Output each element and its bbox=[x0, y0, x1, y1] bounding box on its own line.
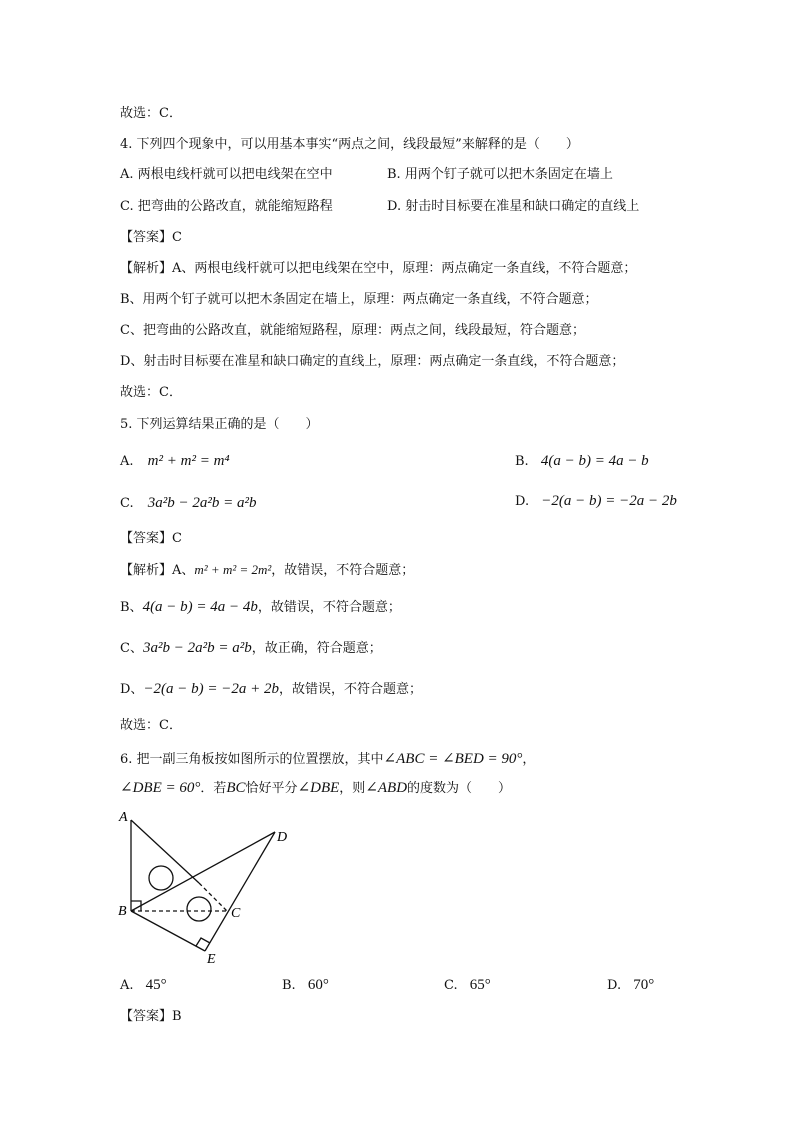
q6-answer: 【答案】B bbox=[120, 1009, 182, 1024]
q4-answer: 【答案】C bbox=[120, 230, 182, 245]
q5-explain-4-suffix: ，故错误，不符合题意； bbox=[279, 682, 423, 697]
text-line: 故选：C． bbox=[120, 106, 182, 121]
label-e: E bbox=[207, 952, 216, 965]
label-b: B bbox=[118, 904, 127, 919]
q6-line-2-math-1: ∠DBE = 60° bbox=[120, 780, 201, 796]
q6-option-a-value: 45° bbox=[145, 977, 167, 993]
label-a: A bbox=[119, 810, 128, 825]
q5-option-b-label: B. bbox=[515, 454, 529, 469]
segment-bd bbox=[131, 832, 275, 911]
q4-option-d: D. 射击时目标要在准星和缺口确定的直线上 bbox=[387, 199, 640, 214]
q6-line-1-math: ∠ABC = ∠BED = 90° bbox=[383, 751, 523, 767]
q6-option-a bbox=[120, 976, 167, 995]
q5-explain-1-prefix: 【解析】A、 bbox=[120, 563, 195, 578]
q6-line-2-math-4: ∠ABD bbox=[365, 780, 408, 796]
q4-option-b: B. 用两个钉子就可以把木条固定在墙上 bbox=[387, 167, 613, 182]
q5-option-b-math: 4(a − b) = 4a − b bbox=[540, 453, 649, 469]
circle-hole-2 bbox=[187, 897, 211, 921]
q6-line-2-math-3: ∠DBE bbox=[297, 780, 340, 796]
q4-explain-4: D、射击时目标要在准星和缺口确定的直线上，原理：两点确定一条直线，不符合题意； bbox=[120, 354, 625, 369]
q6-line-2-text-2: 恰好平分 bbox=[245, 781, 298, 796]
q5-explain-3-prefix: C、 bbox=[120, 641, 143, 656]
q4-explain-2: B、用两个钉子就可以把木条固定在墙上，原理：两点确定一条直线，不符合题意； bbox=[120, 292, 598, 307]
q5-option-c bbox=[120, 494, 257, 513]
q5-option-a-math: m² + m² = m⁴ bbox=[147, 453, 230, 469]
q5-option-a-label: A. bbox=[120, 454, 134, 469]
q6-line-2-suffix: 的度数为（ ） bbox=[407, 781, 512, 796]
q5-explain-3-math: 3a²b − 2a²b = a²b bbox=[142, 640, 252, 656]
q5-option-d-label: D. bbox=[515, 494, 530, 509]
q4-explain-1: 【解析】A、两根电线杆就可以把电线架在空中，原理：两点确定一条直线，不符合题意； bbox=[120, 261, 637, 276]
q4-option-c: C. 把弯曲的公路改直，就能缩短路程 bbox=[120, 199, 333, 214]
q5-explain-1 bbox=[120, 561, 414, 580]
q5-option-d-math: −2(a − b) = −2a − 2b bbox=[541, 493, 677, 509]
q5-option-c-label: C. bbox=[120, 496, 134, 511]
q5-select: 故选：C． bbox=[120, 718, 182, 733]
q6-option-c bbox=[444, 976, 491, 995]
q5-explain-1-math: m² + m² = 2m² bbox=[194, 562, 272, 577]
q5-explain-4-prefix: D、 bbox=[120, 682, 144, 697]
q6-option-b bbox=[282, 976, 329, 995]
q5-explain-2-math: 4(a − b) = 4a − 4b bbox=[142, 599, 258, 615]
q5-explain-3-suffix: ，故正确，符合题意； bbox=[251, 641, 382, 656]
q5-explain-1-suffix: ，故错误，不符合题意； bbox=[271, 563, 415, 578]
q6-option-b-label: B. bbox=[282, 978, 296, 993]
q5-option-a bbox=[120, 452, 230, 471]
q5-explain-3 bbox=[120, 639, 382, 658]
q6-line-1-prefix: 6. 把一副三角板按如图所示的位置摆放，其中 bbox=[120, 752, 384, 767]
q6-option-b-value: 60° bbox=[307, 977, 329, 993]
q6-option-c-label: C. bbox=[444, 978, 458, 993]
q6-line-2-text-3: ，则 bbox=[339, 781, 366, 796]
q5-answer: 【答案】C bbox=[120, 531, 182, 546]
q5-option-d bbox=[515, 492, 677, 511]
q4-explain-3: C、把弯曲的公路改直，就能缩短路程，原理：两点之间，线段最短，符合题意； bbox=[120, 323, 585, 338]
question-5: 5. 下列运算结果正确的是（ ） bbox=[120, 417, 319, 432]
segment-c-to-bc bbox=[199, 883, 227, 911]
q6-line-1-suffix: ， bbox=[522, 752, 536, 767]
q6-line-2-math-2: BC bbox=[226, 780, 246, 796]
circle-hole-1 bbox=[149, 866, 173, 890]
q6-option-d-value: 70° bbox=[633, 977, 655, 993]
q5-explain-4 bbox=[120, 680, 422, 699]
q5-explain-4-math: −2(a − b) = −2a + 2b bbox=[143, 681, 280, 697]
q5-explain-2-prefix: B、 bbox=[120, 600, 143, 615]
q6-line-2-text-1: ．若 bbox=[200, 781, 227, 796]
label-c: C bbox=[231, 906, 241, 921]
q6-option-a-label: A. bbox=[120, 978, 134, 993]
segment-de bbox=[205, 832, 275, 951]
q6-option-d-label: D. bbox=[607, 978, 622, 993]
question-4: 4. 下列四个现象中，可以用基本事实“两点之间，线段最短”来解释的是（ ） bbox=[120, 137, 579, 152]
q4-option-a: A. 两根电线杆就可以把电线架在空中 bbox=[120, 167, 333, 182]
q5-option-c-math: 3a²b − 2a²b = a²b bbox=[147, 495, 257, 511]
segment-be bbox=[131, 911, 205, 951]
q6-option-d bbox=[607, 976, 654, 995]
label-d: D bbox=[277, 830, 288, 845]
q5-option-b bbox=[515, 452, 649, 471]
q5-explain-2-suffix: ，故错误，不符合题意； bbox=[257, 600, 401, 615]
q6-option-c-value: 65° bbox=[469, 977, 491, 993]
q5-explain-2 bbox=[120, 598, 401, 617]
question-6-line-2 bbox=[120, 779, 511, 798]
q4-select: 故选：C． bbox=[120, 385, 182, 400]
question-6-line-1 bbox=[120, 750, 535, 769]
segment-ac bbox=[131, 820, 199, 883]
triangle-figure bbox=[115, 805, 295, 965]
